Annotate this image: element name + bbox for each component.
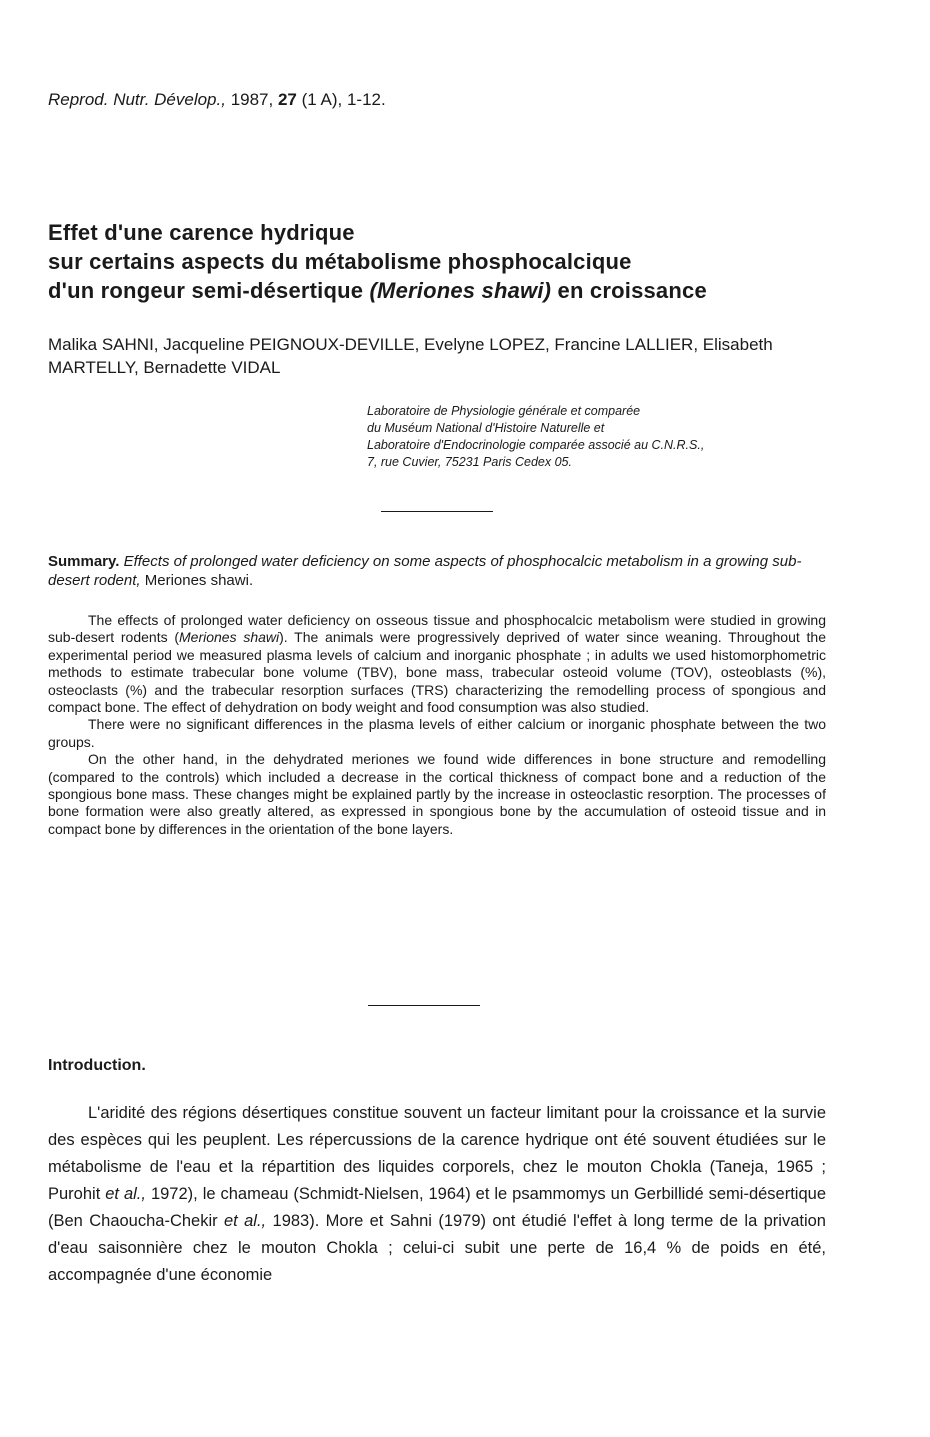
- author-list: Malika SAHNI, Jacqueline PEIGNOUX-DEVILLE, Evelyne LOPEZ, Francine LALLIER, Elisabeth MARTELLY, Bernadette VIDAL: [48, 335, 773, 377]
- affiliation-line-2: du Muséum National d'Histoire Naturelle et: [367, 421, 605, 435]
- section-heading-introduction: Introduction.: [48, 1057, 146, 1074]
- affiliation-line-4: 7, rue Cuvier, 75231 Paris Cedex 05.: [367, 455, 572, 469]
- title-line-3-start: d'un rongeur semi-désertique: [48, 278, 364, 303]
- journal-name: Reprod. Nutr. Dévelop.,: [48, 90, 226, 109]
- abstract-species: Meriones shawi: [179, 629, 280, 646]
- article-title: [48, 218, 888, 305]
- intro-text-1: L'aridité des régions désertiques constitue souvent un facteur limitant pour la croissance et la survie des espèces qui les peuplent. Les répercussions de la carence hydrique ont été souvent étudiées sur le métabolisme de l'eau et la répartition des liquides corporels, chez le mouton Chokla (Taneja, 1965 ; Purohit: [48, 1104, 826, 1203]
- introduction-text: [48, 1100, 826, 1289]
- abstract-paragraph-2: There were no significant differences in the plasma levels of either calcium or inorganic phosphate between the two groups.: [48, 716, 826, 750]
- summary-label: Summary.: [48, 553, 120, 570]
- abstract-p1-start: The effects of prolonged water deficiency on osseous tissue and phosphocalcic metabolism were studied in growing sub-desert rodents (: [48, 612, 826, 646]
- abstract-paragraph-1: [48, 612, 826, 716]
- affiliation-line-1: Laboratoire de Physiologie générale et comparée: [367, 404, 641, 418]
- summary-english-title: Effects of prolonged water deficiency on some aspects of phosphocalcic metabolism in a growing sub-desert rodent,: [48, 553, 802, 589]
- citation-volume: 27: [277, 90, 297, 109]
- summary: [48, 552, 826, 590]
- intro-text-3: 1983). More et Sahni (1979) ont étudié l'effet à long terme de la privation d'eau saisonnière chez le mouton Chokla ; celui-ci subit une perte de 16,4 % de poids en été, accompagnée d'une économie: [48, 1212, 826, 1284]
- introduction-paragraph: [48, 1100, 826, 1289]
- intro-text-2: 1972), le chameau (Schmidt-Nielsen, 1964) et le psammomys un Gerbillidé semi-désertique (Ben Chaoucha-Chekir: [48, 1185, 826, 1230]
- title-line-2: sur certains aspects du métabolisme phosphocalcique: [48, 249, 632, 274]
- citation-year: 1987,: [230, 90, 274, 109]
- divider-top: [381, 511, 493, 512]
- title-line-1: Effet d'une carence hydrique: [48, 220, 355, 245]
- affiliation: [367, 403, 837, 471]
- title-line-3-end: en croissance: [557, 278, 707, 303]
- journal-citation: [48, 90, 386, 110]
- divider-bottom: [368, 1005, 480, 1006]
- title-line-3: [48, 276, 888, 305]
- citation-issue-pages: (1 A), 1-12.: [301, 90, 386, 109]
- abstract: [48, 612, 826, 838]
- affiliation-line-3: Laboratoire d'Endocrinologie comparée associé au C.N.R.S.,: [367, 438, 705, 452]
- abstract-p1-end: ). The animals were progressively deprived of water since weaning. Throughout the experimental period we measured plasma levels of calcium and inorganic phosphate ; in adults we used histomorphometric methods to estimate trabecular bone volume (TBV), bone mass, trabecular osteoid volume (TOV), osteoblasts (%), osteoclasts (%) and the trabecular resorption surfaces (TRS) characterizing the remodelling process of spongious and compact bone. The effect of dehydration on body weight and food consumption was also studied.: [48, 629, 826, 716]
- abstract-paragraph-3: On the other hand, in the dehydrated meriones we found wide differences in bone structure and remodelling (compared to the controls) which included a decrease in the cortical thickness of compact bone and a reduction of the spongious bone mass. These changes might be explained partly by the increase in osteoclastic resorption. The processes of bone formation were also greatly altered, as expressed in spongious bone by the accumulation of osteoid tissue and in compact bone by differences in the orientation of the bone layers.: [48, 751, 826, 837]
- intro-et-al-1: et al.,: [105, 1185, 146, 1203]
- summary-species: Meriones shawi.: [144, 572, 254, 589]
- title-species: (Meriones shawi): [369, 278, 552, 303]
- intro-et-al-2: et al.,: [224, 1212, 267, 1230]
